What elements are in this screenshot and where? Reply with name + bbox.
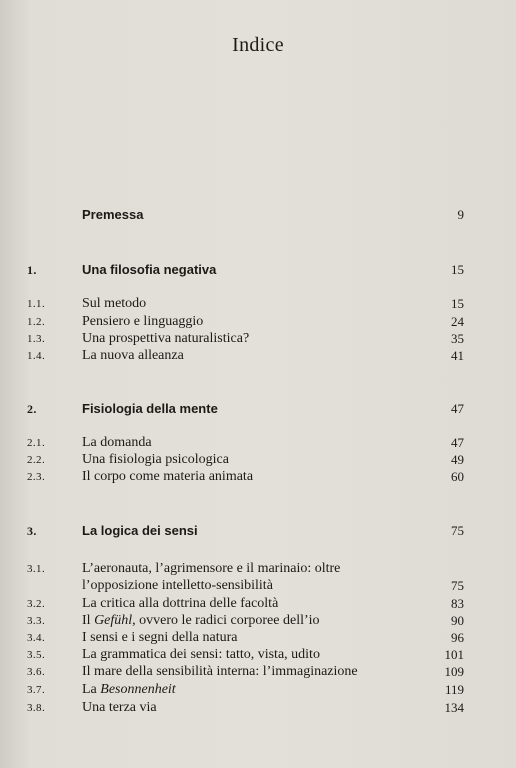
toc-entry-number: 1. bbox=[27, 263, 37, 277]
toc-entry-number: 2.1. bbox=[27, 437, 46, 449]
toc-section-3-6 bbox=[0, 663, 516, 681]
toc-entry-page: 83 bbox=[451, 596, 464, 611]
toc-entry-page: 49 bbox=[451, 452, 464, 467]
toc-entry-number: 1.3. bbox=[27, 333, 46, 345]
toc-section-3-5 bbox=[0, 646, 516, 664]
toc-entry-number: 3.2. bbox=[27, 598, 46, 610]
toc-entry-page: 15 bbox=[451, 262, 464, 277]
toc-entry-page: 60 bbox=[451, 469, 464, 484]
toc-entry-title: I sensi e i segni della natura bbox=[82, 630, 238, 645]
toc-entry-title: Una prospettiva naturalistica? bbox=[82, 331, 250, 346]
toc-section-2-3 bbox=[0, 468, 516, 486]
toc-entry-number: 3.1. bbox=[27, 563, 46, 575]
toc-entry-title: Il corpo come materia animata bbox=[82, 469, 254, 484]
toc-entry-number: 3.5. bbox=[27, 649, 46, 661]
toc-entry-page: 101 bbox=[444, 647, 464, 662]
toc-entry-page: 35 bbox=[451, 331, 464, 346]
toc-entry-title: Il Gefühl, ovvero le radici corporee dell’io bbox=[82, 613, 320, 628]
toc-section-3-8 bbox=[0, 699, 516, 717]
toc-chapter-3 bbox=[0, 522, 516, 540]
toc-chapter-1 bbox=[0, 261, 516, 279]
toc-entry-title: l’opposizione intelletto-sensibilità bbox=[82, 578, 273, 593]
toc-entry-page: 109 bbox=[444, 664, 464, 679]
toc-section-3-7 bbox=[0, 681, 516, 699]
toc-section-1-1 bbox=[0, 295, 516, 313]
toc-entry-page: 47 bbox=[451, 435, 464, 450]
toc-entry-page: 75 bbox=[451, 578, 464, 593]
toc-entry-page: 90 bbox=[451, 613, 464, 628]
toc-entry-title: La logica dei sensi bbox=[82, 523, 198, 538]
page-title: Indice bbox=[232, 34, 284, 56]
toc-entry-number: 2. bbox=[27, 402, 37, 416]
toc-entry-title: Pensiero e linguaggio bbox=[82, 314, 204, 329]
toc-section-1-2 bbox=[0, 313, 516, 331]
toc-entry-number: 3.6. bbox=[27, 666, 46, 678]
toc-section-3-3 bbox=[0, 612, 516, 630]
toc-entry-title: Fisiologia della mente bbox=[82, 401, 218, 416]
toc-entry-number: 1.2. bbox=[27, 316, 46, 328]
toc-entry-title: Una filosofia negativa bbox=[82, 262, 217, 277]
toc-section-2-1 bbox=[0, 434, 516, 452]
toc-entry-title: Premessa bbox=[82, 207, 144, 222]
toc-section-3-1 bbox=[0, 560, 516, 578]
toc-entry-number: 3.8. bbox=[27, 702, 46, 714]
toc-entry-number: 2.2. bbox=[27, 454, 46, 466]
toc-entry-title: L’aeronauta, l’agrimensore e il marinaio: oltre bbox=[82, 561, 341, 576]
toc-entry-title: Una terza via bbox=[82, 700, 157, 715]
toc-entry-title: La critica alla dottrina delle facoltà bbox=[82, 596, 279, 611]
italic-term: Gefühl bbox=[94, 613, 133, 628]
toc-entry-page: 9 bbox=[457, 207, 464, 222]
toc-entry-number: 1.4. bbox=[27, 350, 46, 362]
toc-entry-number: 3.4. bbox=[27, 632, 46, 644]
toc-entry-page: 75 bbox=[451, 523, 464, 538]
toc-section-3-1-continued bbox=[0, 577, 516, 595]
toc-entry-page: 119 bbox=[444, 682, 464, 697]
toc-entry-page: 15 bbox=[451, 296, 464, 311]
toc-entry-page: 96 bbox=[451, 630, 464, 645]
toc-entry-title: Il mare della sensibilità interna: l’immaginazione bbox=[82, 664, 358, 679]
toc-entry-title: Una fisiologia psicologica bbox=[82, 452, 229, 467]
toc-entry-title: La nuova alleanza bbox=[82, 348, 184, 363]
toc-chapter-2 bbox=[0, 400, 516, 418]
italic-term: Besonnenheit bbox=[100, 682, 176, 697]
toc-entry-page: 24 bbox=[451, 314, 464, 329]
toc-entry-premessa bbox=[0, 206, 516, 224]
toc-entry-page: 134 bbox=[444, 700, 464, 715]
toc-entry-number: 3.3. bbox=[27, 615, 46, 627]
toc-entry-title: Sul metodo bbox=[82, 296, 147, 311]
toc-entry-title: La domanda bbox=[82, 435, 152, 450]
toc-section-2-2 bbox=[0, 451, 516, 469]
toc-entry-page: 47 bbox=[451, 401, 464, 416]
toc-entry-page: 41 bbox=[451, 348, 464, 363]
toc-entry-number: 3.7. bbox=[27, 684, 46, 696]
toc-entry-number: 2.3. bbox=[27, 471, 46, 483]
toc-entry-number: 3. bbox=[27, 524, 37, 538]
toc-entry-title: La grammatica dei sensi: tatto, vista, udito bbox=[82, 647, 320, 662]
toc-section-1-4 bbox=[0, 347, 516, 365]
toc-entry-title: La Besonnenheit bbox=[82, 682, 176, 697]
toc-entry-number: 1.1. bbox=[27, 298, 46, 310]
toc-section-3-2 bbox=[0, 595, 516, 613]
toc-section-1-3 bbox=[0, 330, 516, 348]
toc-section-3-4 bbox=[0, 629, 516, 647]
